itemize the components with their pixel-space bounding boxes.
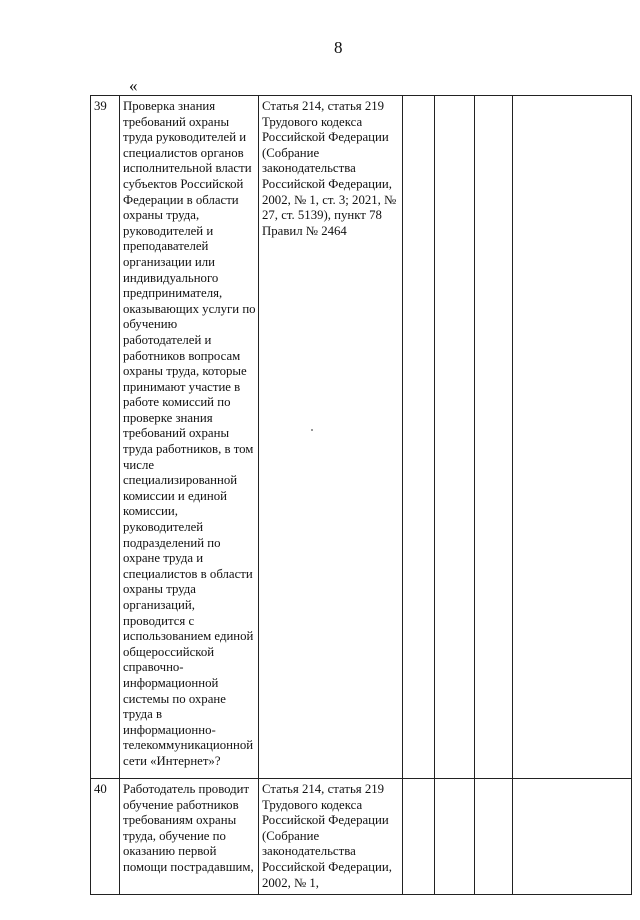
- table-row: [91, 779, 632, 895]
- answer-no-cell: [435, 96, 475, 779]
- row-number: 40: [91, 779, 120, 895]
- requirement-question: Работодатель проводит обучение работников требованиям охраны труда, обучение по оказанию первой помощи пострадавшим,: [120, 779, 259, 895]
- row-number: 39: [91, 96, 120, 779]
- answer-no-cell: [435, 779, 475, 895]
- legal-reference: Статья 214, статья 219 Трудового кодекса Российской Федерации (Собрание законодательства Российской Федерации, 2002, № 1,: [259, 779, 403, 895]
- table-row: [91, 96, 632, 779]
- answer-not-applicable-cell: [475, 96, 513, 779]
- opening-quote-mark: «: [129, 76, 138, 95]
- answer-not-applicable-cell: [475, 779, 513, 895]
- answer-yes-cell: [403, 96, 435, 779]
- requirement-question: Проверка знания требований охраны труда руководителей и специалистов органов исполнительной власти субъектов Российской Федерации в области охраны труда, руководителей и преподавателей организации или индивидуального предпринимателя, оказывающих услуги по обучению работодателей и работников вопросам охраны труда, которые принимают участие в работе комиссий по проверке знания требований охраны труда работников, в том числе специализированной комиссии и единой комиссии, руководителей подразделений по охране труда и специалистов в области охраны труда организаций, проводится с использованием единой общероссийской справочно-информационной системы по охране труда в информационно-телекоммуникационной сети «Интернет»?: [120, 96, 259, 779]
- legal-reference: Статья 214, статья 219 Трудового кодекса Российской Федерации (Собрание законодательства Российской Федерации, 2002, № 1, ст. 3; 2021, № 27, ст. 5139), пункт 78 Правил № 2464: [259, 96, 403, 779]
- scan-speck: [311, 429, 313, 431]
- notes-cell: [513, 96, 632, 779]
- checklist-table: [90, 95, 632, 895]
- notes-cell: [513, 779, 632, 895]
- answer-yes-cell: [403, 779, 435, 895]
- page-number: 8: [334, 38, 343, 57]
